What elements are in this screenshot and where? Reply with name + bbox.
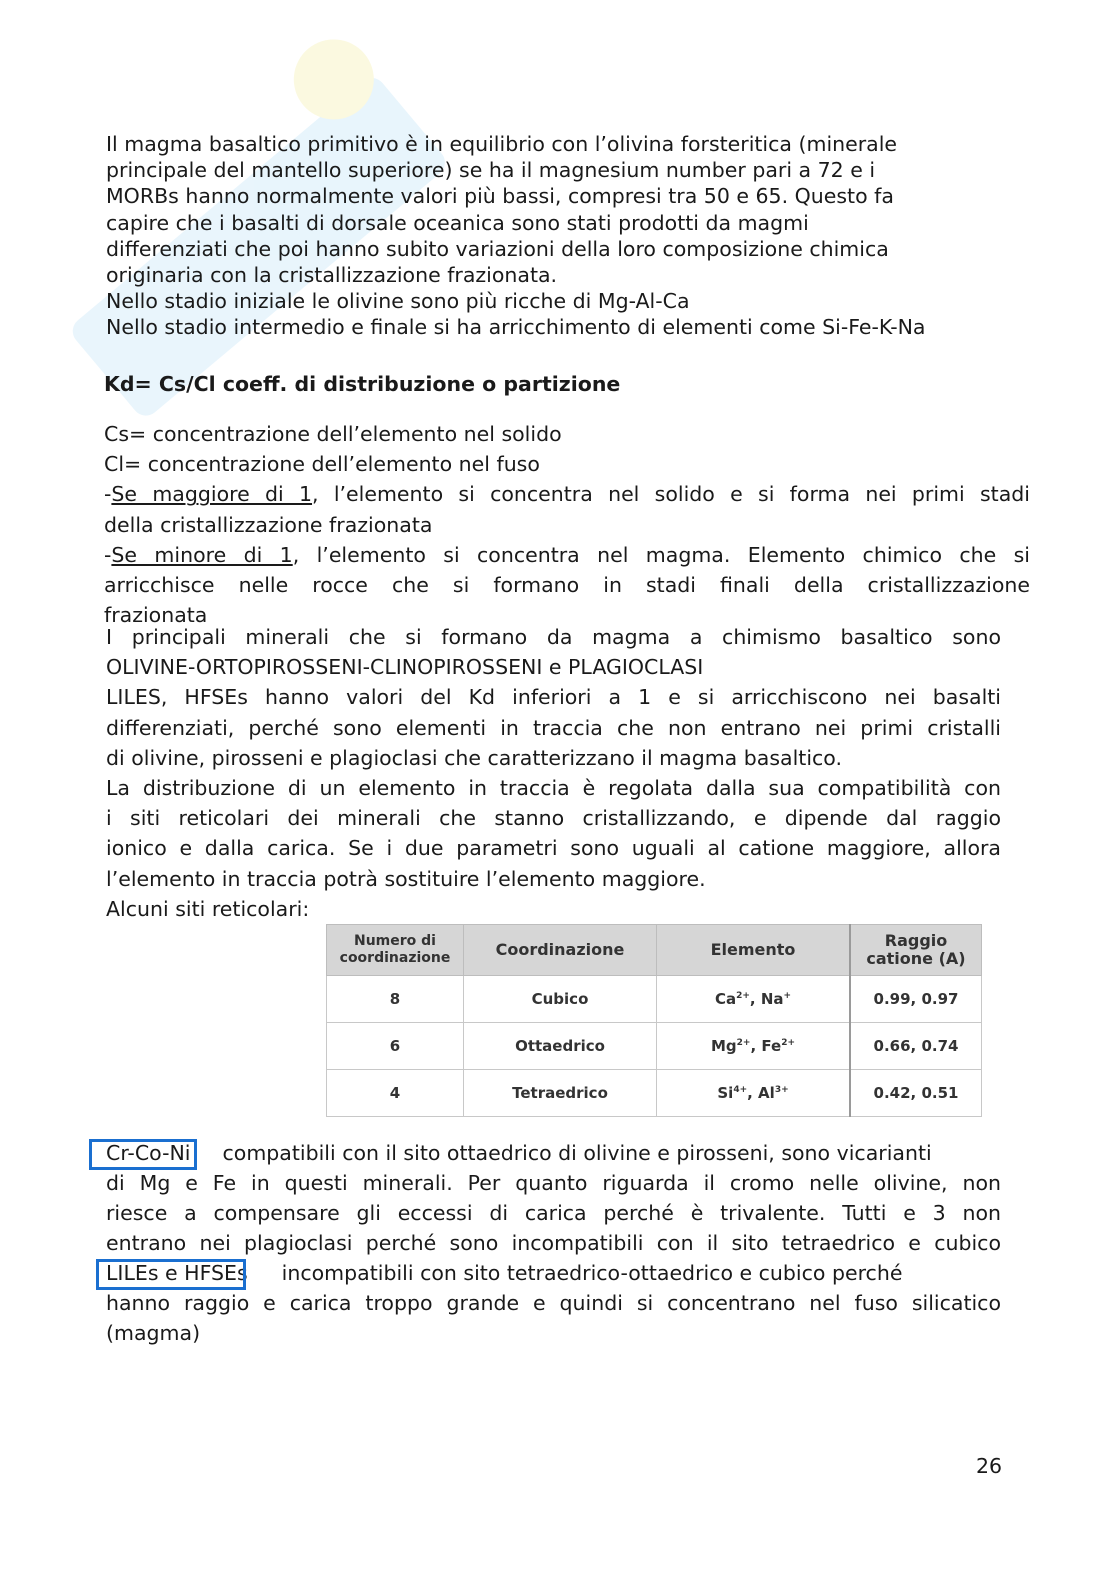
minore-line-1 — [104, 540, 1030, 570]
term-cr-co-ni: Cr-Co-Ni — [106, 1141, 191, 1165]
maggiore-label: Se maggiore di 1 — [111, 482, 313, 507]
separator: , — [747, 1084, 759, 1102]
table-row — [327, 976, 982, 1023]
cell-numero: 8 — [327, 976, 464, 1023]
text-line: I principali minerali che si formano da magma a chimismo basaltico sono — [106, 625, 1001, 649]
text-line: hanno raggio e carica troppo grande e quindi si concentrano nel fuso silicatico — [106, 1291, 1001, 1315]
header-text: Numero di — [354, 933, 436, 949]
text-rest: incompatibili con sito tetraedrico-ottaedrico e cubico perché — [281, 1261, 903, 1285]
cell-raggio: 0.66, 0.74 — [850, 1023, 982, 1070]
maggiore-text: , l’elemento si concentra nel solido e si forma nei primi stadi — [312, 482, 1030, 507]
element-symbol: Fe — [761, 1037, 782, 1055]
header-coordinazione: Coordinazione — [464, 925, 657, 976]
dash: - — [104, 482, 112, 507]
text-line: Il magma basaltico primitivo è in equilibrio con l’olivina forsteritica (minerale — [106, 132, 898, 156]
maggiore-line-2: della cristallizzazione frazionata — [104, 512, 433, 537]
text-line: ionico e dalla carica. Se i due parametri sono uguali al catione maggiore, allora — [106, 836, 1001, 861]
minore-label: Se minore di 1 — [111, 542, 293, 567]
header-text: catione (A) — [866, 949, 966, 968]
element-charge: 3+ — [774, 1085, 789, 1095]
page-number: 26 — [976, 1454, 1003, 1478]
text-line: originaria con la cristallizzazione frazionata. — [106, 263, 558, 288]
cl-definition: Cl= concentrazione dell’elemento nel fuso — [104, 452, 540, 477]
element-symbol: Ca — [714, 990, 737, 1008]
cell-coordinazione: Cubico — [464, 976, 657, 1023]
cell-numero: 4 — [327, 1070, 464, 1117]
text-line: riesce a compensare gli eccessi di carica perché è trivalente. Tutti e 3 non — [106, 1201, 1001, 1225]
text-line: LILES, HFSEs hanno valori del Kd inferiori a 1 e si arricchiscono nei basalti — [106, 685, 1001, 710]
separator: , — [750, 1037, 762, 1055]
header-text: Raggio — [884, 931, 948, 950]
cell-elemento — [657, 1070, 851, 1117]
element-charge: 2+ — [736, 991, 750, 1001]
text-line: Nello stadio iniziale le olivine sono più ricche di Mg-Al-Ca — [106, 289, 690, 314]
highlight-box-cr-co-ni — [89, 1139, 197, 1170]
element-charge: 4+ — [733, 1085, 748, 1095]
text-line: principale del mantello superiore) se ha il magnesium number pari a 72 e i — [106, 158, 876, 183]
text-line: capire che i basalti di dorsale oceanica sono stati prodotti da magmi — [106, 210, 809, 235]
table-row — [327, 1023, 982, 1070]
cell-coordinazione: Ottaedrico — [464, 1023, 657, 1070]
cs-definition: Cs= concentrazione dell’elemento nel solido — [104, 422, 562, 446]
text-line: entrano nei plagioclasi perché sono incompatibili con il sito tetraedrico e cubico — [106, 1231, 1001, 1255]
minore-line-2: arricchisce nelle rocce che si formano in stadi finali della cristallizzazione — [104, 573, 1030, 598]
text-line: di olivine, pirosseni e plagioclasi che caratterizzano il magma basaltico. — [106, 745, 842, 770]
element-symbol: Mg — [710, 1037, 737, 1055]
term-liles-hfses: LILEs e HFSEs — [106, 1261, 248, 1285]
text-line: differenziati, perché sono elementi in traccia che non entrano nei primi cristalli — [106, 715, 1001, 740]
kd-heading: Kd= Cs/Cl coeff. di distribuzione o partizione — [104, 372, 621, 396]
element-charge: 2+ — [736, 1038, 751, 1048]
header-elemento: Elemento — [657, 925, 851, 976]
dash: - — [104, 542, 112, 567]
minore-line-3: frazionata — [104, 603, 208, 628]
text-line: (magma) — [106, 1321, 201, 1345]
element-symbol: Al — [758, 1084, 775, 1102]
text-line: Alcuni siti reticolari: — [106, 896, 310, 921]
table-row — [327, 1070, 982, 1117]
minerals-paragraph — [106, 622, 1001, 924]
intro-paragraph — [106, 131, 1036, 341]
element-symbol: Na — [760, 990, 784, 1008]
element-charge: 2+ — [781, 1038, 796, 1048]
element-charge: + — [783, 991, 792, 1001]
minore-text: , l’elemento si concentra nel magma. Elemento chimico che si — [292, 542, 1030, 567]
text-line: l’elemento in traccia potrà sostituire l’elemento maggiore. — [106, 866, 706, 891]
cell-coordinazione: Tetraedrico — [464, 1070, 657, 1117]
kd-definitions — [104, 419, 1030, 628]
cell-elemento — [657, 976, 851, 1023]
lattice-sites-table — [326, 924, 982, 1117]
text-line: di Mg e Fe in questi minerali. Per quanto riguarda il cromo nelle olivine, non — [106, 1171, 1001, 1195]
table-header-row — [327, 925, 982, 976]
text-rest: compatibili con il sito ottaedrico di olivine e pirosseni, sono vicarianti — [222, 1141, 932, 1165]
cell-numero: 6 — [327, 1023, 464, 1070]
text-line: OLIVINE-ORTOPIROSSENI-CLINOPIROSSENI e PLAGIOCLASI — [106, 655, 704, 680]
text-line: MORBs hanno normalmente valori più bassi, compresi tra 50 e 65. Questo fa — [106, 184, 894, 209]
cell-raggio: 0.99, 0.97 — [850, 976, 982, 1023]
separator: , — [749, 990, 761, 1008]
text-line — [106, 1138, 1001, 1168]
text-line: i siti reticolari dei minerali che stanno cristallizzando, e dipende dal raggio — [106, 806, 1001, 831]
maggiore-line-1 — [104, 479, 1030, 509]
text-line: La distribuzione di un elemento in traccia è regolata dalla sua compatibilità con — [106, 776, 1001, 801]
highlight-box-liles-hfses — [96, 1259, 246, 1290]
cell-elemento — [657, 1023, 851, 1070]
header-numero — [327, 925, 464, 976]
element-symbol: Si — [717, 1084, 734, 1102]
text-line: Nello stadio intermedio e finale si ha arricchimento di elementi come Si-Fe-K-Na — [106, 315, 926, 340]
cell-raggio: 0.42, 0.51 — [850, 1070, 982, 1117]
compatibility-paragraph — [106, 1138, 1001, 1348]
header-raggio — [850, 925, 982, 976]
text-line: differenziati che poi hanno subito variazioni della loro composizione chimica — [106, 236, 889, 261]
header-text: coordinazione — [339, 950, 451, 966]
